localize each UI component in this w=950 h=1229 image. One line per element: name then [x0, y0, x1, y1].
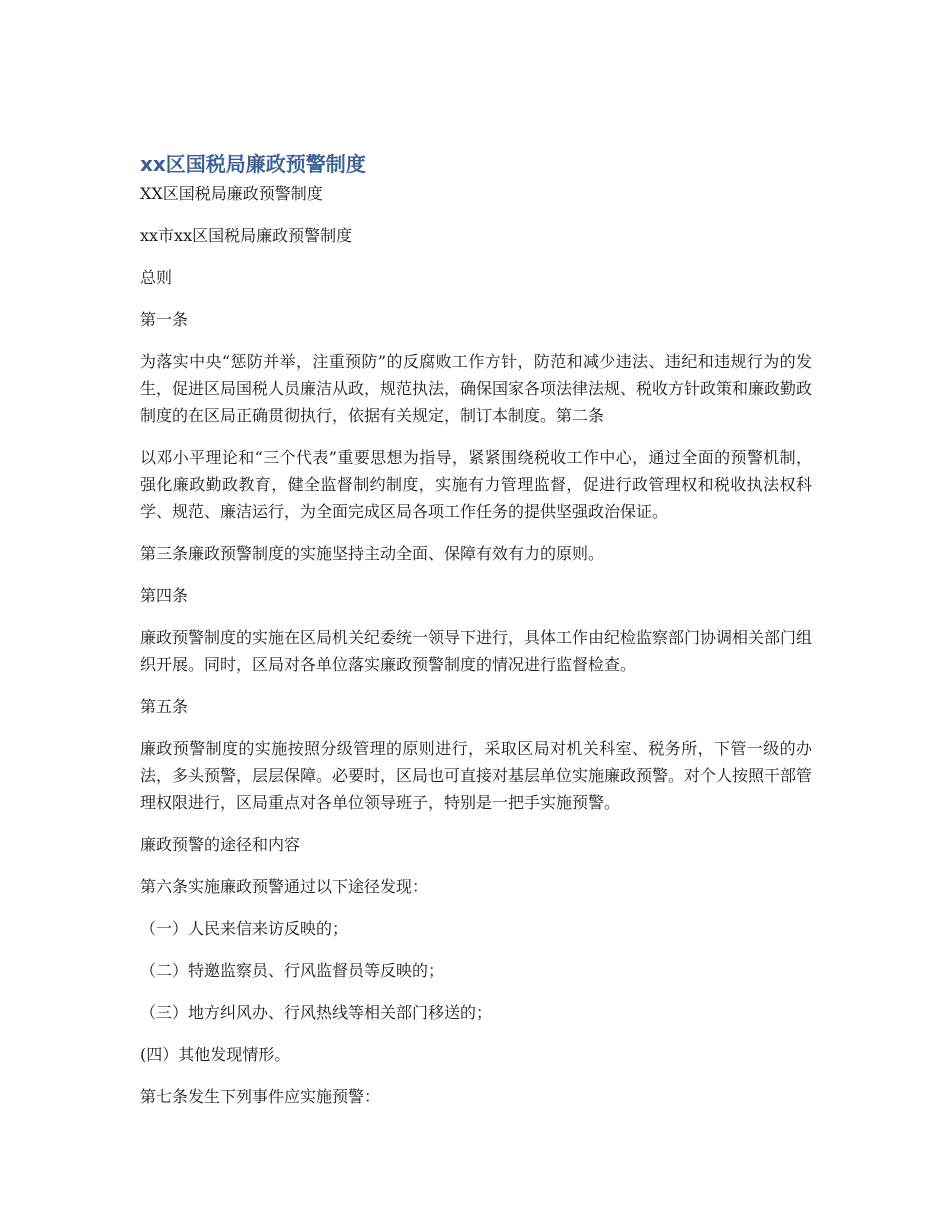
article-1-heading: 第一条 — [140, 310, 189, 329]
article-7: 第七条发生下列事件应实施预警： — [140, 1087, 381, 1106]
document-title: xx区国税局廉政预警制度 — [140, 152, 366, 176]
section-channels-and-content: 廉政预警的途径和内容 — [140, 835, 301, 854]
article-6-item-4: (四）其他发现情形。 — [140, 1045, 291, 1064]
article-6-item-1: （一）人民来信来访反映的； — [140, 919, 349, 938]
article-6-item-3: （三）地方纠风办、行风热线等相关部门移送的； — [140, 1003, 493, 1022]
article-1-body: 为落实中央“惩防并举，注重预防”的反腐败工作方针，防范和减少违法、违纪和违规行为的发生，促进区局国税人员廉洁从政，规范执法，确保国家各项法律法规、税收方针政策和廉政勤政制度的在区局正确贯彻执行，依据有关规定，制订本制度。第二条 — [140, 352, 813, 425]
article-4-body: 廉政预警制度的实施在区局机关纪委统一领导下进行，具体工作由纪检监察部门协调相关部门组织开展。同时，区局对各单位落实廉政预警制度的情况进行监督检查。 — [140, 628, 813, 674]
article-5-heading: 第五条 — [140, 697, 189, 716]
article-3: 第三条廉政预警制度的实施坚持主动全面、保障有效有力的原则。 — [140, 544, 605, 563]
paragraph-subtitle: xx市xx区国税局廉政预警制度 — [140, 226, 353, 245]
section-general-provisions: 总则 — [140, 268, 173, 287]
article-2-body: 以邓小平理论和“三个代表”重要思想为指导，紧紧围绕税收工作中心，通过全面的预警机制，强化廉政勤政教育，健全监督制约制度，实施有力管理监督，促进行政管理权和税收执法权科学、规范、廉洁运行，为全面完成区局各项工作任务的提供坚强政治保证。 — [140, 448, 812, 521]
document-page — [140, 148, 812, 1125]
article-6-item-2: （二）特邀监察员、行风监督员等反映的； — [140, 961, 445, 980]
article-6: 第六条实施廉政预警通过以下途径发现： — [140, 877, 429, 896]
paragraph-heading-copy: XX区国税局廉政预警制度 — [140, 184, 323, 203]
article-4-heading: 第四条 — [140, 586, 189, 605]
article-5-body: 廉政预警制度的实施按照分级管理的原则进行，采取区局对机关科室、税务所，下管一级的办法，多头预警，层层保障。必要时，区局也可直接对基层单位实施廉政预警。对个人按照干部管理权限进行，区局重点对各单位领导班子，特别是一把手实施预警。 — [140, 739, 813, 812]
